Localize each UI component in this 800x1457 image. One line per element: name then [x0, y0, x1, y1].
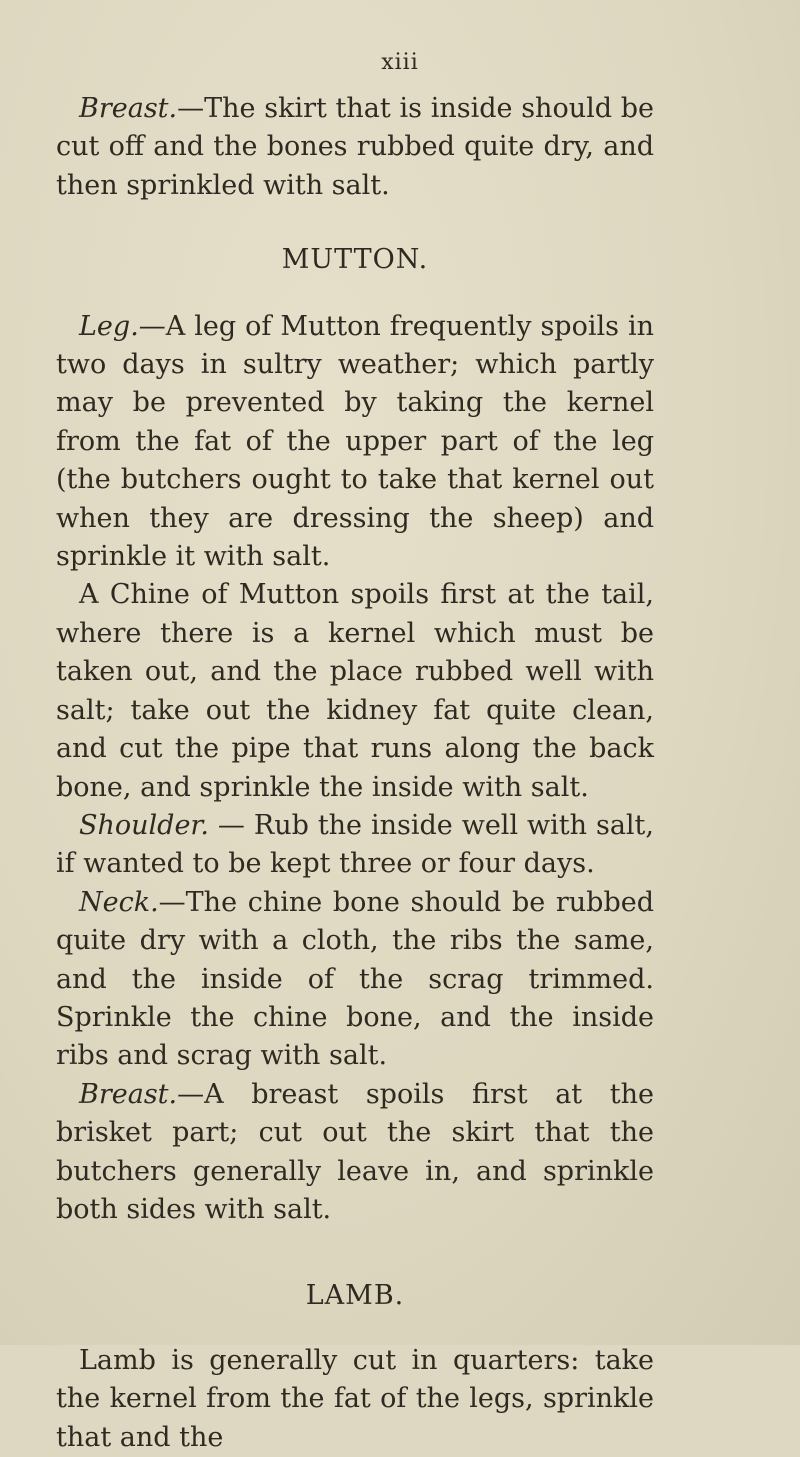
paragraph-lamb: Lamb is generally cut in quarters: take the kernel from the fat of the legs, sprinkle that and the: [56, 1344, 654, 1453]
paragraph-neck: [56, 884, 654, 1076]
page-text: [56, 90, 654, 1457]
paragraph-body: —The chine bone should be rubbed quite dry with a cloth, the ribs the same, and the inside of the scrag trimmed. Sprinkle the chine bone, and the inside ribs and scrag with salt.: [56, 886, 654, 1072]
paragraph-body: —A breast spoils first at the brisket part; cut out the skirt that the butchers generally leave in, and sprinkle both sides with salt.: [56, 1078, 654, 1225]
paragraph-label: Breast.: [79, 1078, 178, 1110]
paragraph-label: Leg.: [79, 310, 139, 342]
paragraph-beef-breast: [56, 90, 654, 205]
paragraph-label: Shoulder.: [79, 809, 209, 841]
section-heading-lamb: LAMB.: [305, 1280, 405, 1312]
paragraph-body: — Rub the inside well with salt, if wanted to be kept three or four days.: [56, 809, 654, 880]
paragraph-label: Neck.: [79, 886, 159, 918]
section-heading-mutton: MUTTON.: [281, 244, 429, 276]
paragraph-body: —A leg of Mutton frequently spoils in two days in sultry weather; which partly may be prevented by taking the kernel from the fat of the upper part of the leg (the butchers ought to take that kernel out when they are dressing the sheep) and sprinkle it with salt.: [56, 310, 654, 573]
page-number: xiii: [381, 50, 419, 75]
paragraph-body: —The skirt that is inside should be cut off and the bones rubbed quite dry, and then sprinkled with salt.: [56, 93, 654, 201]
paragraph-mutton-breast: [56, 1076, 654, 1230]
paragraph-label: Breast.: [79, 93, 178, 124]
paragraph-shoulder: [56, 807, 654, 884]
paragraph-chine: A Chine of Mutton spoils first at the tail, where there is a kernel which must be taken out, and the place rubbed well with salt; take out the kidney fat quite clean, and cut the pipe that runs along the back bone, and sprinkle the inside with salt.: [56, 579, 654, 803]
paragraph-leg: [56, 308, 654, 577]
